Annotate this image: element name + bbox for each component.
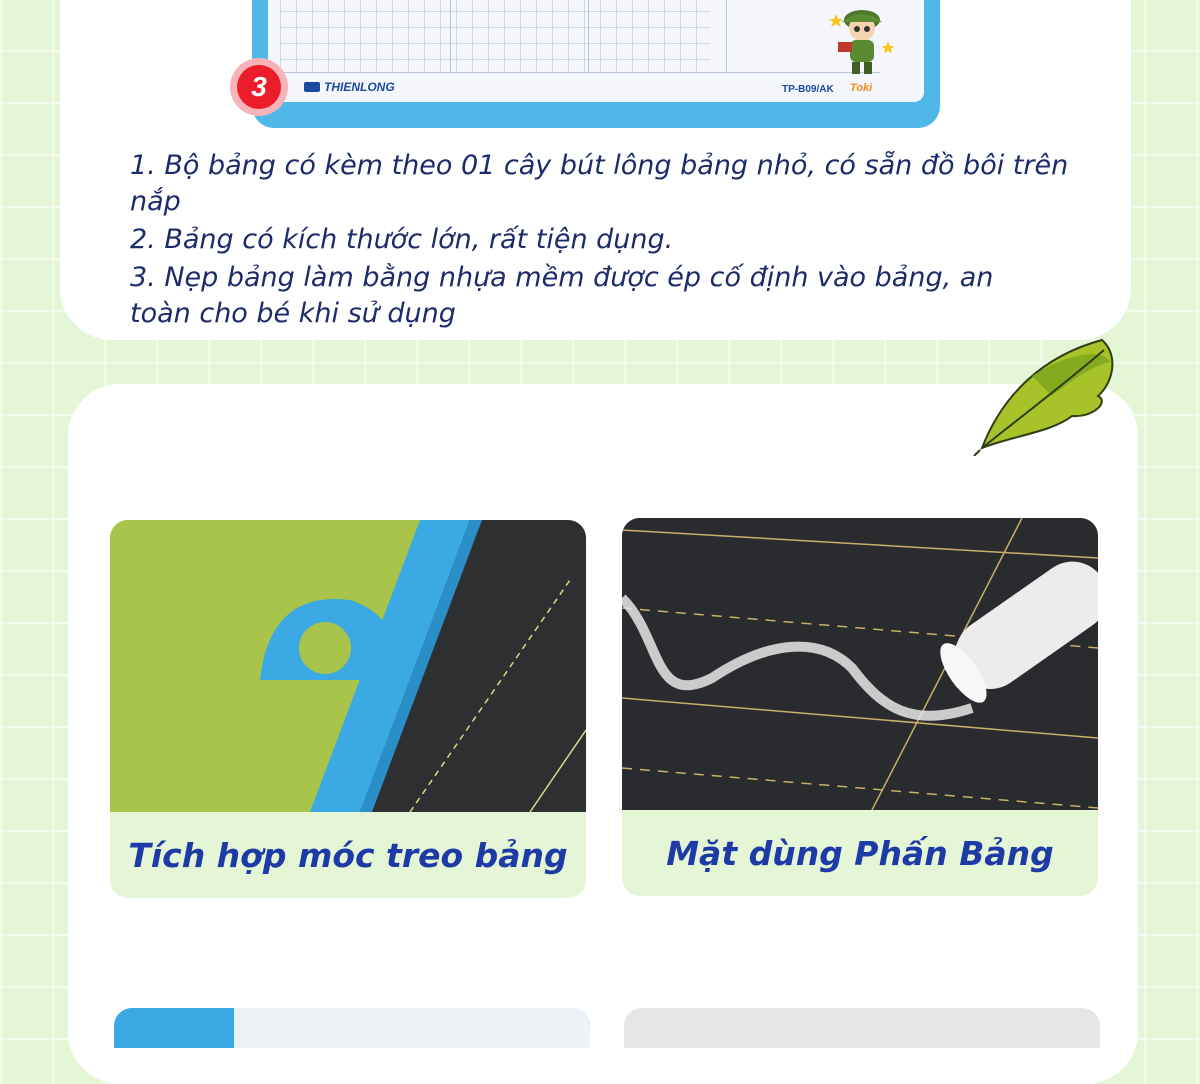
next-tile-photo (624, 1008, 1100, 1048)
board-row-line (280, 72, 880, 73)
board-column-line (588, 0, 589, 72)
mascot-label: Toki (850, 82, 873, 94)
feature-tile-chalk (622, 518, 1098, 896)
feature-item: 2. Bảng có kích thước lớn, rất tiện dụng. (130, 224, 674, 255)
leaf-icon (972, 336, 1122, 461)
product-board-image (252, 0, 940, 128)
board-column-line (726, 0, 727, 72)
mascot-icon (828, 0, 898, 81)
hanging-hook-photo (110, 520, 586, 812)
chalk-surface-photo (622, 518, 1098, 810)
feature-tile-hook (110, 520, 586, 898)
board-column-line (450, 0, 451, 72)
next-tile-photo (114, 1008, 590, 1048)
tile-caption: Tích hợp móc treo bảng (128, 835, 568, 875)
brand-logo: THIENLONG (304, 80, 395, 94)
tile-caption: Mặt dùng Phấn Bảng (666, 833, 1054, 873)
feature-item: 3. Nẹp bảng làm bằng nhựa mềm được ép cố định vào bảng, an toàn cho bé khi sử dụng (130, 262, 994, 329)
board-grid (280, 0, 710, 72)
model-label: TP-B09/AK (782, 84, 834, 95)
feature-list (130, 148, 1080, 334)
step-number: 3 (237, 65, 281, 109)
feature-item: 1. Bộ bảng có kèm theo 01 cây bút lông bảng nhỏ, có sẵn đồ bôi trên nắp (130, 150, 1069, 217)
step-badge (230, 58, 288, 116)
